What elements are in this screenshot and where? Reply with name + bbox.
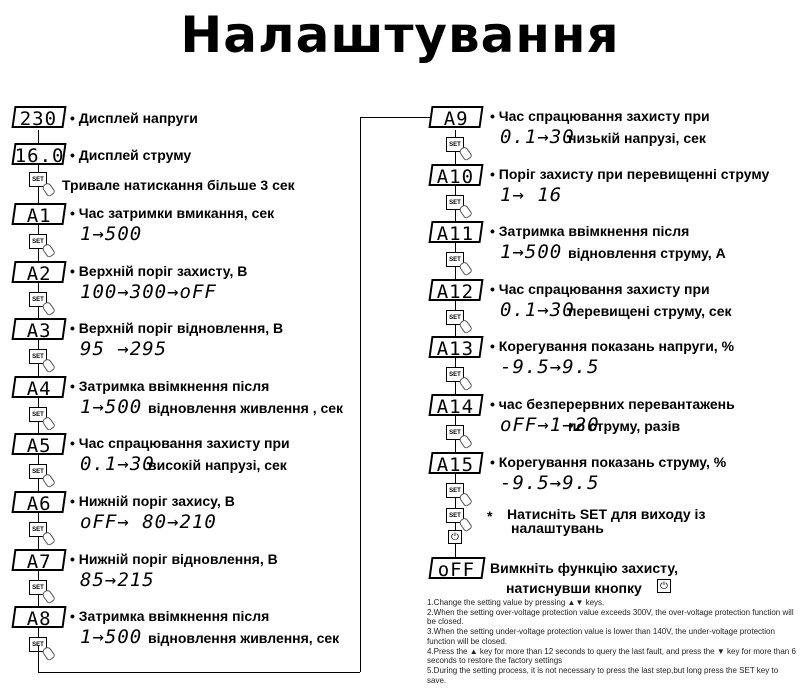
page-title: Налаштування bbox=[180, 6, 620, 64]
finger-press-icon bbox=[458, 434, 473, 450]
finger-press-icon bbox=[41, 588, 56, 604]
param-label: • Затримка ввімкнення після bbox=[70, 377, 270, 394]
set-button-icon: SET bbox=[29, 522, 47, 537]
label-voltage-display: • Дисплей напруги bbox=[70, 110, 198, 126]
set-button-icon: SET bbox=[29, 580, 47, 595]
param-range: 1→ 16 bbox=[500, 183, 563, 206]
param-label-continued: по струму, разів bbox=[568, 418, 681, 434]
param-label-continued: низькій напрузі, сек bbox=[568, 130, 706, 146]
param-range: oFF→1→20 bbox=[500, 414, 600, 436]
lcd-param-a4: A4 bbox=[11, 376, 66, 398]
finger-press-icon bbox=[458, 203, 473, 219]
param-label: • Час спрацювання захисту при bbox=[490, 280, 710, 297]
param-label: • Затримка ввімкнення після bbox=[70, 608, 270, 625]
finger-press-icon bbox=[41, 473, 56, 489]
lcd-param-a1: A1 bbox=[11, 203, 66, 225]
lcd-param-a13: A13 bbox=[428, 336, 483, 358]
notes-block bbox=[427, 598, 797, 685]
note-3: 3.When the setting under-voltage protection value is lower than 140V, the under-voltage protection function will be closed. bbox=[427, 627, 775, 646]
param-label: • Верхній поріг відновлення, В bbox=[70, 320, 284, 337]
lcd-param-a10: A10 bbox=[428, 164, 483, 186]
finger-press-icon bbox=[41, 646, 56, 662]
finger-press-icon bbox=[458, 146, 473, 162]
param-range: oFF→ 80→210 bbox=[80, 511, 217, 533]
finger-press-icon bbox=[41, 243, 56, 259]
lcd-voltage-display: 230 bbox=[11, 106, 66, 128]
set-button-icon: SET bbox=[29, 407, 47, 422]
lcd-param-a15: A15 bbox=[428, 452, 483, 474]
lcd-param-a3: A3 bbox=[11, 318, 66, 340]
param-label: • час безперервних перевантажень bbox=[490, 396, 735, 412]
finger-press-icon bbox=[41, 182, 56, 198]
note-2: 2.When the setting over-voltage protection value exceeds 300V, the over-voltage protection function will be closed. bbox=[427, 607, 794, 627]
finger-press-icon bbox=[41, 531, 56, 547]
lcd-current-display: 16.0 bbox=[11, 143, 66, 165]
set-button-icon: SET bbox=[29, 234, 47, 249]
set-button-icon: SET bbox=[29, 464, 47, 479]
lcd-param-a14: A14 bbox=[428, 394, 483, 416]
param-label: • Верхній поріг захисту, В bbox=[70, 262, 248, 279]
param-label-continued: перевищені струму, сек bbox=[568, 302, 732, 319]
power-icon: ⏻ bbox=[448, 530, 462, 544]
label-current-display: • Дисплей струму bbox=[70, 147, 192, 163]
lcd-param-a5: A5 bbox=[11, 433, 66, 455]
set-button-icon: SET bbox=[29, 292, 47, 307]
note-4: 4.Press the ▲ key for more than 12 seconds to query the last fault, and press the ▼ key for more than 6 seconds to restore the factory settings bbox=[427, 646, 796, 666]
lcd-param-a2: A2 bbox=[11, 261, 66, 283]
param-range: -9.5→9.5 bbox=[500, 356, 600, 379]
lcd-param-a6: A6 bbox=[11, 491, 66, 513]
param-range: 0.1→30 bbox=[500, 126, 575, 148]
set-button-icon: SET bbox=[446, 252, 464, 267]
set-button-icon: SET bbox=[446, 310, 464, 325]
connector-vertical bbox=[360, 117, 361, 672]
finger-press-icon bbox=[458, 376, 473, 392]
finger-press-icon bbox=[458, 491, 473, 507]
param-range: 95 →295 bbox=[80, 338, 168, 361]
lcd-param-a7: A7 bbox=[11, 549, 66, 571]
note-5: 5.During the setting process, it is not necessary to press the last step,but long press the SET key to save. bbox=[427, 665, 779, 685]
param-range: 100→300→oFF bbox=[80, 280, 217, 303]
param-label: • Час затримки вмикання, сек bbox=[70, 205, 275, 221]
param-label: • Нижній поріг захису, В bbox=[70, 493, 235, 509]
left-tail-line bbox=[38, 645, 39, 672]
exit-star: * bbox=[487, 508, 493, 524]
finger-press-icon bbox=[458, 318, 473, 334]
set-button-icon: SET bbox=[29, 172, 47, 187]
param-range: 85→215 bbox=[80, 568, 155, 591]
param-range: 0.1→30 bbox=[500, 298, 575, 321]
param-label: • Корегування показань напруги, % bbox=[490, 338, 735, 355]
label-off-line1: Вимкніть функцію захисту, bbox=[490, 560, 679, 576]
lcd-param-a8: A8 bbox=[11, 606, 66, 628]
set-button-icon: SET bbox=[446, 367, 464, 382]
param-label: • Корегування показань струму, % bbox=[490, 453, 727, 470]
set-button-icon: SET bbox=[446, 508, 464, 523]
set-button-icon: SET bbox=[446, 195, 464, 210]
label-long-press: Тривале натискання більше 3 сек bbox=[62, 177, 295, 193]
lcd-param-a11: A11 bbox=[428, 221, 483, 243]
param-range: -9.5→9.5 bbox=[500, 471, 600, 494]
set-button-icon: SET bbox=[29, 349, 47, 364]
finger-press-icon bbox=[41, 358, 56, 374]
param-label: • Час спрацювання захисту при bbox=[70, 435, 290, 452]
param-range: 1→500 bbox=[80, 626, 143, 649]
lcd-param-a12: A12 bbox=[428, 279, 483, 301]
param-range: 1→500 bbox=[80, 395, 143, 418]
finger-press-icon bbox=[41, 415, 56, 431]
param-label-continued: відновлення живлення , сек bbox=[148, 399, 344, 416]
param-label: • Нижній поріг відновлення, В bbox=[70, 550, 278, 567]
label-exit-line2: налаштувань bbox=[511, 520, 604, 536]
param-label-continued: високій напрузі, сек bbox=[148, 457, 287, 474]
finger-press-icon bbox=[458, 261, 473, 277]
param-label-continued: відновлення живлення, сек bbox=[148, 630, 340, 647]
label-exit-line1: Натисніть SET для виходу із bbox=[507, 506, 706, 522]
param-label: • Поріг захисту при перевищенні струму bbox=[490, 165, 770, 182]
label-off-line2: натиснувши кнопку bbox=[506, 580, 642, 596]
set-button-icon: SET bbox=[446, 425, 464, 440]
set-button-icon: SET bbox=[446, 137, 464, 152]
set-button-icon: SET bbox=[29, 637, 47, 652]
note-1: 1.Change the setting value by pressing ▲▼ keys. bbox=[427, 598, 605, 607]
lcd-param-a9: A9 bbox=[428, 106, 483, 128]
param-label-continued: відновлення струму, А bbox=[568, 245, 726, 262]
param-range: 1→500 bbox=[80, 223, 143, 245]
power-button-icon: ⏻ bbox=[657, 579, 671, 593]
param-label: • Затримка ввімкнення після bbox=[490, 223, 690, 240]
param-range: 1→500 bbox=[500, 241, 563, 264]
param-range: 0.1→30 bbox=[80, 453, 155, 476]
param-label: • Час спрацювання захисту при bbox=[490, 108, 710, 124]
finger-press-icon bbox=[41, 300, 56, 316]
connector-bottom bbox=[38, 672, 360, 673]
lcd-off-display: oFF bbox=[428, 557, 485, 579]
set-button-icon: SET bbox=[446, 483, 464, 498]
